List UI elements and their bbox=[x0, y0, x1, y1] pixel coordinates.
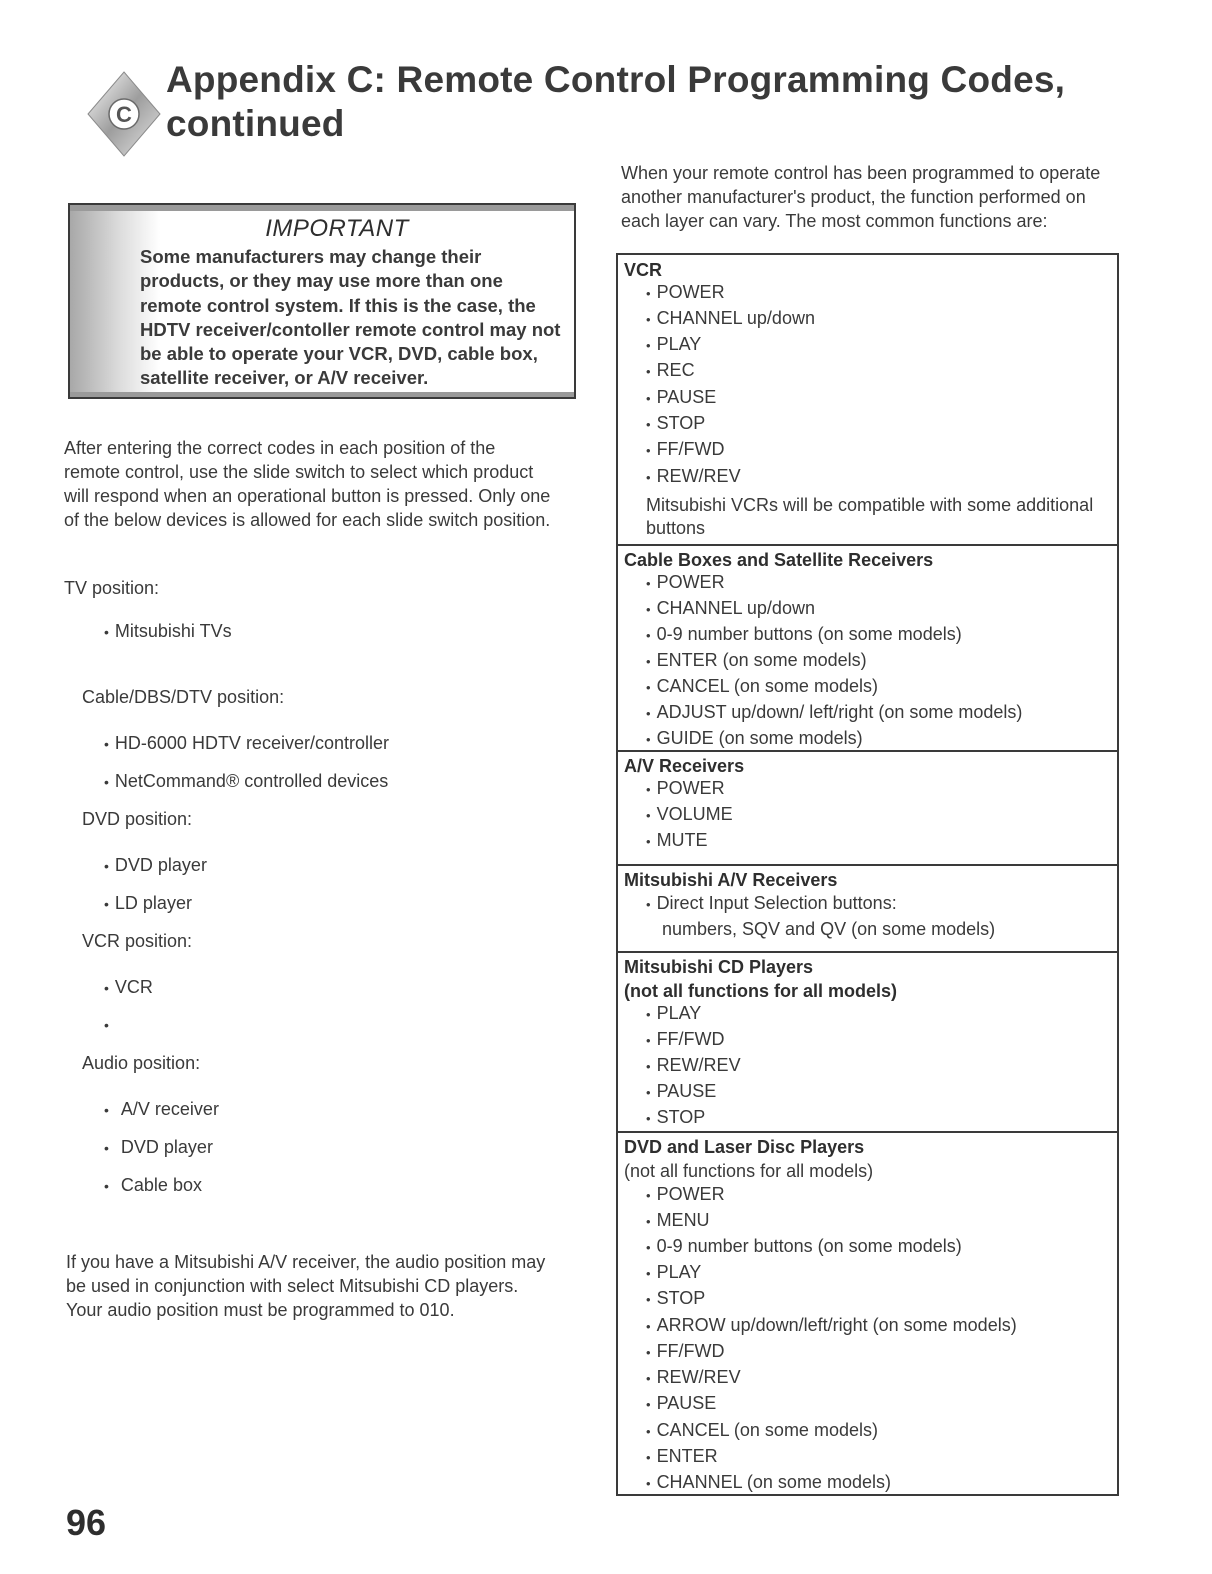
list-item: • bbox=[104, 1017, 109, 1033]
left-closing-paragraph: If you have a Mitsubishi A/V receiver, the audio position may be used in conjunction with select Mitsubishi CD players. Your audio position must be programmed to 010. bbox=[66, 1252, 546, 1320]
list-item: • HD-6000 HDTV receiver/controller bbox=[104, 733, 389, 753]
list-item: • VOLUME bbox=[646, 804, 733, 824]
list-item: • 0-9 number buttons (on some models) bbox=[646, 1236, 962, 1256]
list-item: • STOP bbox=[646, 1288, 706, 1308]
list-item: • MUTE bbox=[646, 830, 708, 850]
list-item: • Mitsubishi TVs bbox=[104, 621, 232, 641]
list-item: • 0-9 number buttons (on some models) bbox=[646, 624, 962, 644]
section-title: Mitsubishi A/V Receivers bbox=[624, 870, 838, 890]
notice-bottom-band bbox=[70, 392, 574, 397]
list-item: • GUIDE (on some models) bbox=[646, 728, 863, 748]
list-item: • PAUSE bbox=[646, 1393, 717, 1413]
list-item: • CHANNEL up/down bbox=[646, 308, 815, 328]
list-item: • ADJUST up/down/ left/right (on some models) bbox=[646, 702, 1023, 722]
list-item: • NetCommand® controlled devices bbox=[104, 771, 389, 791]
list-item: • REW/REV bbox=[646, 1367, 741, 1387]
list-item: • FF/FWD bbox=[646, 1341, 725, 1361]
section-title: Mitsubishi CD Players bbox=[624, 957, 814, 977]
section-title: VCR bbox=[624, 260, 663, 280]
list-item: • POWER bbox=[646, 572, 725, 592]
list-item: • STOP bbox=[646, 1107, 706, 1127]
list-item: • CHANNEL (on some models) bbox=[646, 1472, 891, 1492]
av-receivers-section bbox=[618, 750, 1117, 866]
list-item: • ENTER bbox=[646, 1446, 718, 1466]
page-number: 96 bbox=[66, 1502, 107, 1543]
list-item: • POWER bbox=[646, 1184, 725, 1204]
cable-position-label: Cable/DBS/DTV position: bbox=[82, 687, 285, 707]
section-title: A/V Receivers bbox=[624, 756, 745, 776]
left-intro-paragraph: After entering the correct codes in each position of the remote control, use the slide switch to select which product will respond when an operational button is pressed. Only one of the below devices is allowed for each slide switch position. bbox=[64, 438, 551, 530]
list-item: • STOP bbox=[646, 413, 706, 433]
list-item: • DVD player bbox=[104, 1137, 213, 1157]
list-item: • MENU bbox=[646, 1210, 710, 1230]
cable-section bbox=[618, 544, 1117, 752]
mitsubishi-cd-section bbox=[618, 951, 1117, 1133]
list-item: • POWER bbox=[646, 282, 725, 302]
right-intro-paragraph: When your remote control has been programmed to operate another manufacturer's product, the function performed on each layer can vary. The most common functions are: bbox=[621, 163, 1101, 231]
list-item: • PAUSE bbox=[646, 387, 717, 407]
list-item: • PLAY bbox=[646, 1262, 702, 1282]
list-item: • Cable box bbox=[104, 1175, 202, 1195]
list-item: • LD player bbox=[104, 893, 192, 913]
list-item: • FF/FWD bbox=[646, 439, 725, 459]
list-item: • VCR bbox=[104, 977, 153, 997]
section-title: Cable Boxes and Satellite Receivers bbox=[624, 550, 934, 570]
list-item: • Direct Input Selection buttons: bbox=[646, 893, 897, 913]
page-title-line1: Appendix C: Remote Control Programming Codes, bbox=[166, 59, 1066, 100]
list-item: • POWER bbox=[646, 778, 725, 798]
list-item: • PAUSE bbox=[646, 1081, 717, 1101]
important-notice-box bbox=[68, 203, 576, 399]
list-item: • REW/REV bbox=[646, 466, 741, 486]
section-subtitle: (not all functions for all models) bbox=[624, 1161, 874, 1181]
page-title bbox=[166, 58, 1065, 146]
vcr-section bbox=[618, 255, 1117, 545]
badge-letter: C bbox=[116, 102, 132, 127]
notice-top-band bbox=[70, 205, 574, 211]
list-item: • FF/FWD bbox=[646, 1029, 725, 1049]
list-item: • ENTER (on some models) bbox=[646, 650, 867, 670]
vcr-position-label: VCR position: bbox=[82, 931, 193, 951]
list-item: • CANCEL (on some models) bbox=[646, 676, 878, 696]
list-item: • REW/REV bbox=[646, 1055, 741, 1075]
list-item: • REC bbox=[646, 360, 695, 380]
list-item: • DVD player bbox=[104, 855, 207, 875]
important-heading: IMPORTANT bbox=[265, 215, 409, 242]
dvd-laser-section bbox=[618, 1131, 1117, 1496]
mitsubishi-av-section bbox=[618, 864, 1117, 954]
section-note: numbers, SQV and QV (on some models) bbox=[662, 919, 996, 939]
list-item: • PLAY bbox=[646, 334, 702, 354]
functions-table bbox=[616, 253, 1119, 1496]
tv-position-label: TV position: bbox=[64, 578, 160, 598]
dvd-position-label: DVD position: bbox=[82, 809, 193, 829]
section-subtitle: (not all functions for all models) bbox=[624, 981, 898, 1001]
list-item: • CHANNEL up/down bbox=[646, 598, 815, 618]
list-item: • PLAY bbox=[646, 1003, 702, 1023]
audio-position-label: Audio position: bbox=[82, 1053, 201, 1073]
list-item: • A/V receiver bbox=[104, 1099, 219, 1119]
important-text: Some manufacturers may change their products, or they may use more than one remote control system. If this is the case, the HDTV receiver/contoller remote control may not be able to operate your VCR, DVD, cable box, satellite receiver, or A/V receiver. bbox=[140, 246, 561, 389]
section-note: Mitsubishi VCRs will be compatible with some additional buttons bbox=[646, 495, 1094, 538]
page-title-line2: continued bbox=[166, 103, 345, 144]
list-item: • ARROW up/down/left/right (on some models) bbox=[646, 1315, 1017, 1335]
section-title: DVD and Laser Disc Players bbox=[624, 1137, 865, 1157]
list-item: • CANCEL (on some models) bbox=[646, 1420, 878, 1440]
appendix-c-badge-icon bbox=[86, 70, 162, 158]
